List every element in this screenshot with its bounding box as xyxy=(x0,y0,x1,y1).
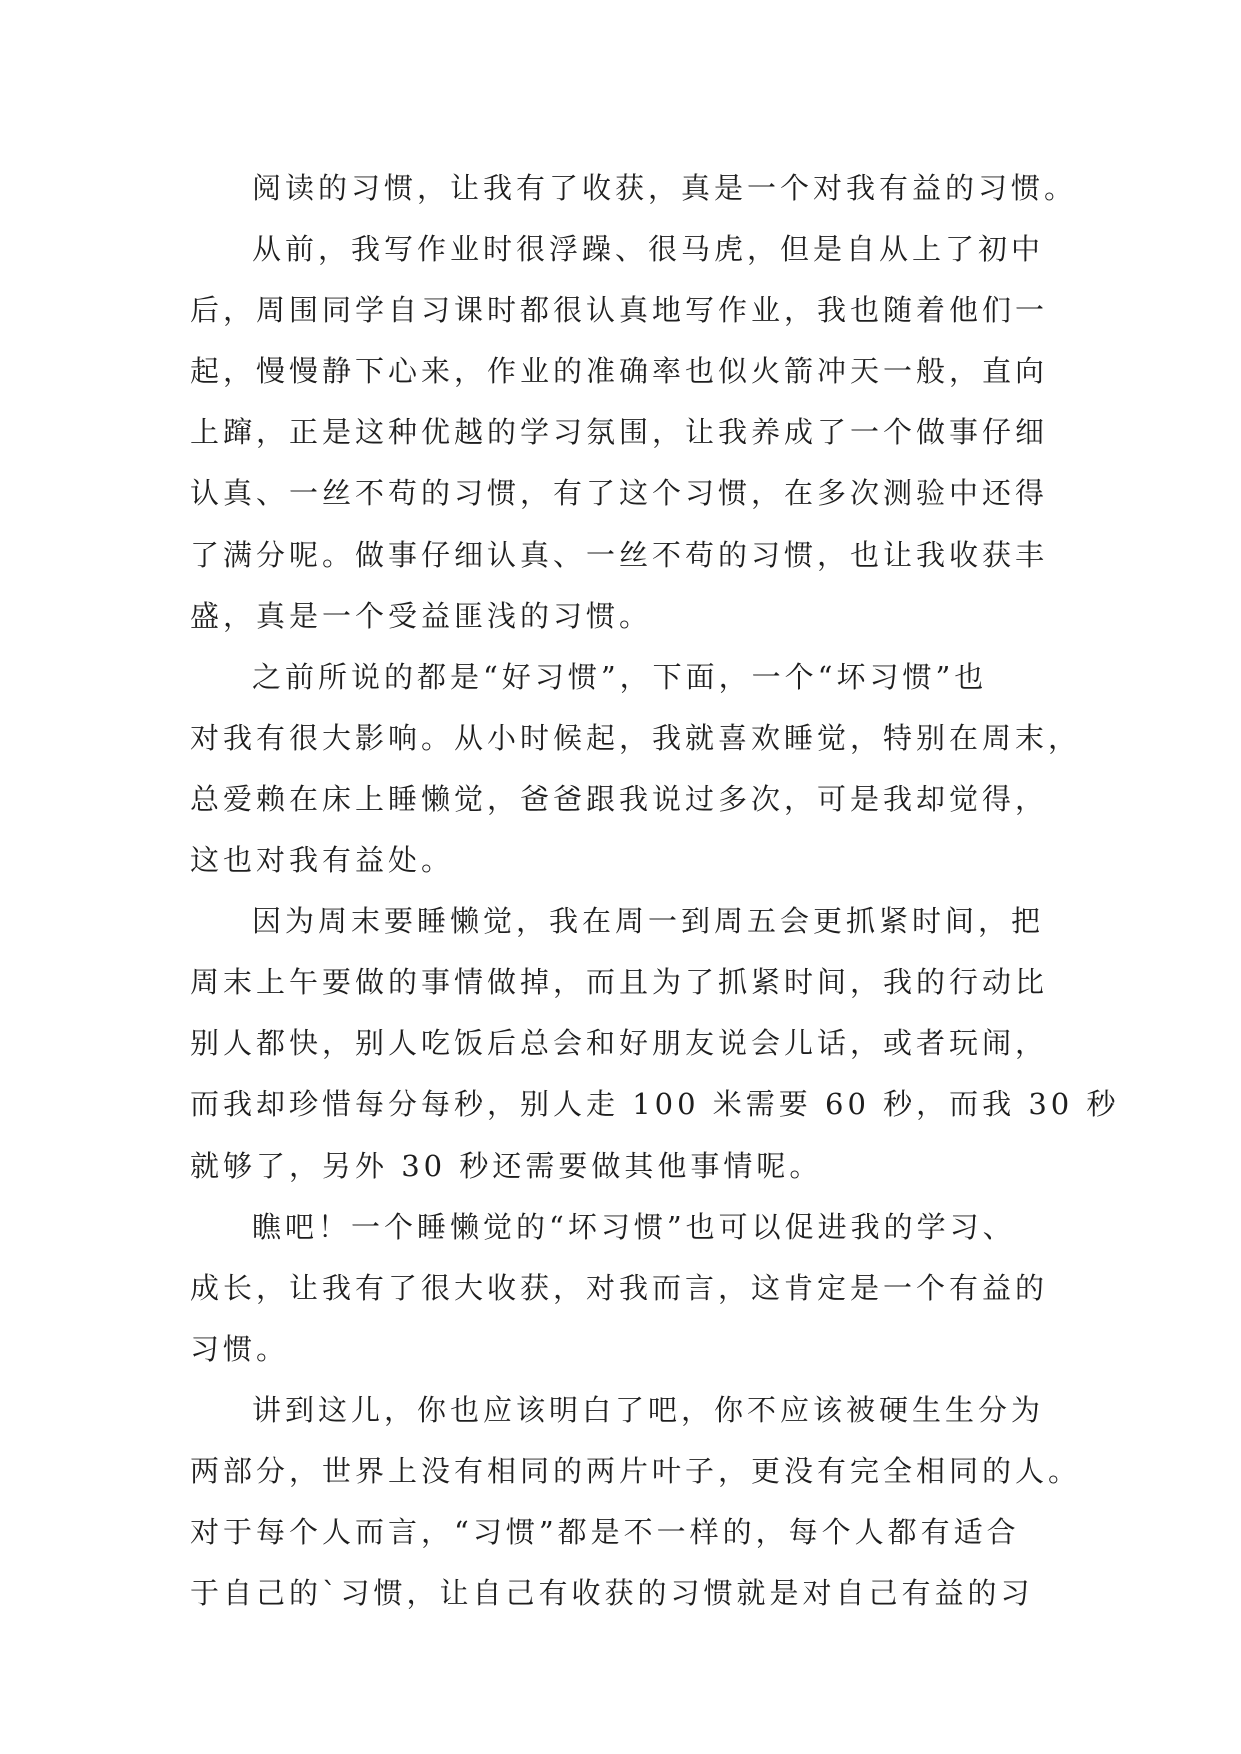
text-line: 别人都快，别人吃饭后总会和好朋友说会儿话，或者玩闹， xyxy=(190,1026,1049,1061)
text-line: 成长，让我有了很大收获，对我而言，这肯定是一个有益的 xyxy=(190,1270,1049,1305)
text-line: 认真、一丝不苟的习惯，有了这个习惯，在多次测验中还得 xyxy=(190,476,1049,511)
text-line: 因为周末要睡懒觉，我在周一到周五会更抓紧时间，把 xyxy=(252,904,1045,939)
text-line: 了满分呢。做事仔细认真、一丝不苟的习惯，也让我收获丰 xyxy=(190,537,1049,572)
text-line: 对于每个人而言，“习惯”都是不一样的，每个人都有适合 xyxy=(190,1515,1020,1550)
text-line: 对我有很大影响。从小时候起，我就喜欢睡觉，特别在周末， xyxy=(190,720,1082,755)
text-line: 起，慢慢静下心来，作业的准确率也似火箭冲天一般，直向 xyxy=(190,354,1049,389)
text-line: 之前所说的都是“好习惯”，下面，一个“坏习惯”也 xyxy=(252,659,988,694)
text-line: 总爱赖在床上睡懒觉，爸爸跟我说过多次，可是我却觉得， xyxy=(190,781,1049,816)
text-line: 上蹿，正是这种优越的学习氛围，让我养成了一个做事仔细 xyxy=(190,415,1049,450)
text-line: 而我却珍惜每分每秒，别人走 100 米需要 60 秒，而我 30 秒 xyxy=(190,1087,1120,1122)
text-line: 于自己的`习惯，让自己有收获的习惯就是对自己有益的习 xyxy=(190,1576,1034,1611)
text-line: 周末上午要做的事情做掉，而且为了抓紧时间，我的行动比 xyxy=(190,965,1049,1000)
text-line: 瞧吧！一个睡懒觉的“坏习惯”也可以促进我的学习、 xyxy=(252,1209,1016,1244)
text-line: 这也对我有益处。 xyxy=(190,843,455,878)
text-line: 阅读的习惯，让我有了收获，真是一个对我有益的习惯。 xyxy=(252,171,1078,205)
text-line: 习惯。 xyxy=(190,1331,290,1366)
text-line: 从前，我写作业时很浮躁、很马虎，但是自从上了初中 xyxy=(252,232,1045,267)
text-line: 就够了，另外 30 秒还需要做其他事情呢。 xyxy=(190,1148,823,1183)
text-line: 两部分，世界上没有相同的两片叶子，更没有完全相同的人。 xyxy=(190,1453,1082,1488)
text-line: 盛，真是一个受益匪浅的习惯。 xyxy=(190,598,653,633)
text-line: 讲到这儿，你也应该明白了吧，你不应该被硬生生分为 xyxy=(252,1392,1045,1427)
text-line: 后，周围同学自习课时都很认真地写作业，我也随着他们一 xyxy=(190,293,1049,328)
essay-text xyxy=(190,158,1120,1624)
